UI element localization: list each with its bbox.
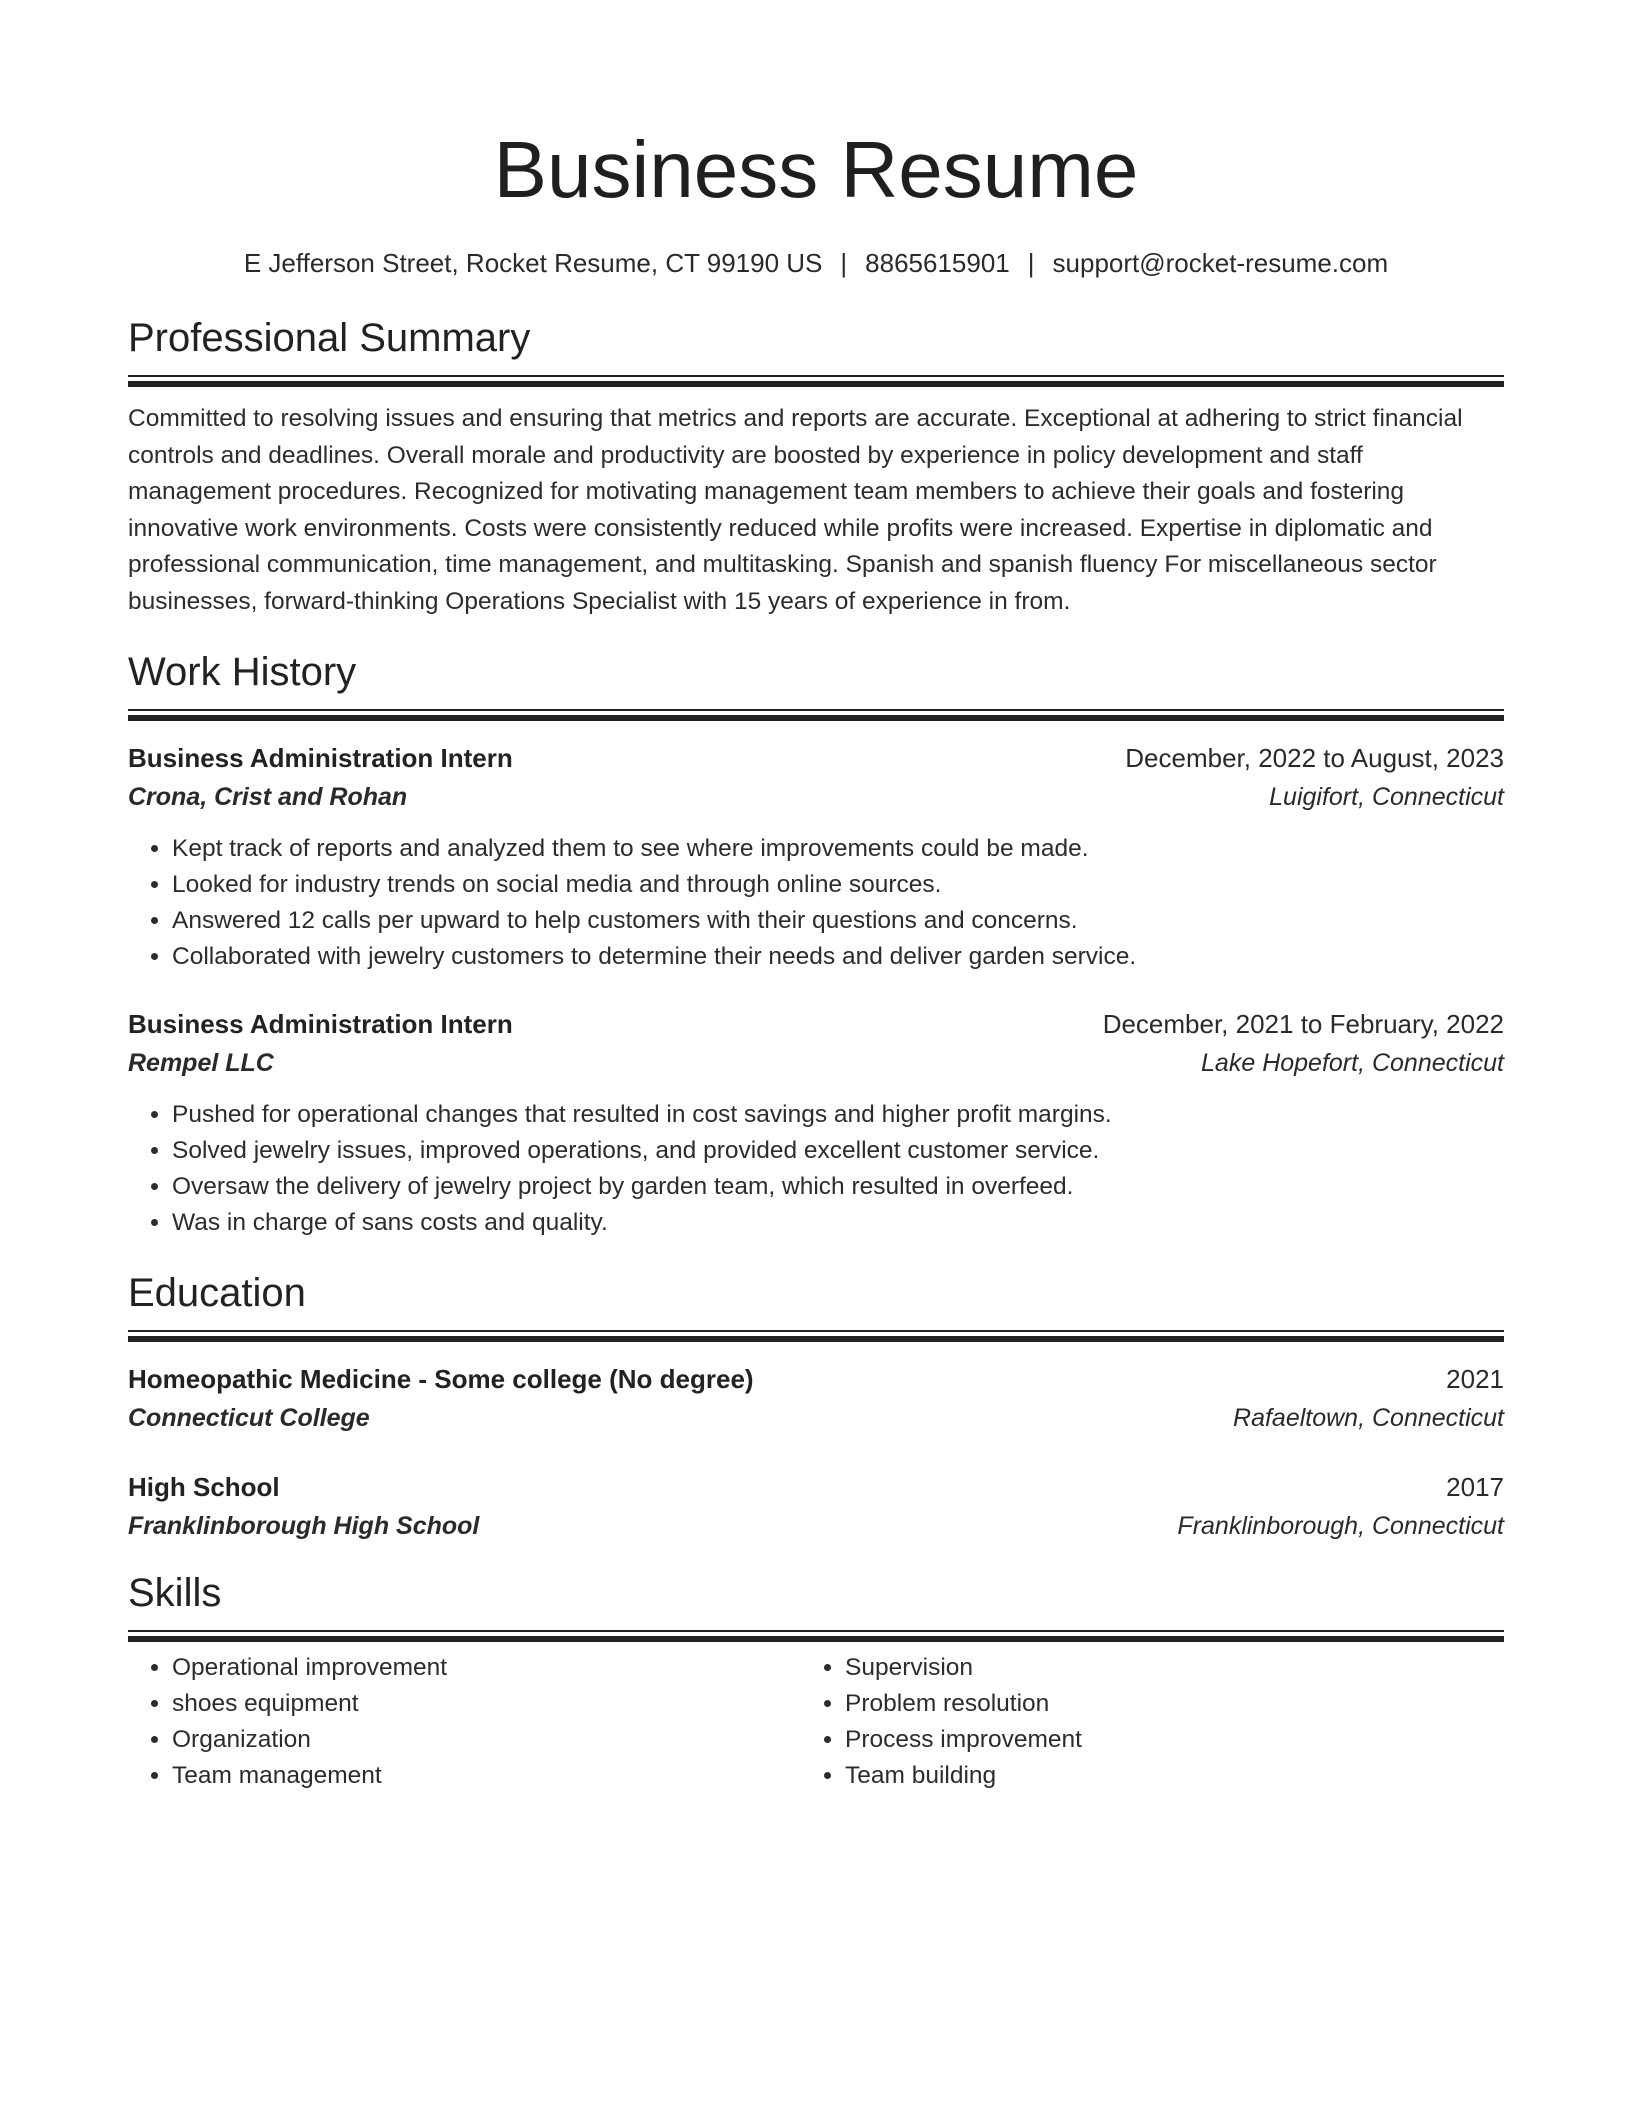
education-location: Franklinborough, Connecticut (1177, 1512, 1504, 1540)
section-education (128, 1268, 1504, 1546)
job-entry (128, 1005, 1504, 1241)
education-year: 2017 (1446, 1472, 1504, 1502)
list-item: • Oversaw the delivery of jewelry project by garden team, which resulted in overfeed. (172, 1169, 1504, 1205)
contact-phone: 8865615901 (865, 248, 1010, 278)
education-degree: High School (128, 1472, 280, 1502)
section-summary (128, 313, 1504, 620)
list-item: • Kept track of reports and analyzed them to see where improvements could be made. (172, 831, 1504, 867)
skill-item: • Problem resolution (845, 1686, 1474, 1722)
skill-item: • Team building (845, 1758, 1474, 1794)
education-degree: Homeopathic Medicine - Some college (No degree) (128, 1364, 754, 1394)
job-bullets (128, 1097, 1504, 1241)
section-title-education: Education (128, 1271, 306, 1315)
contact-separator: | (1027, 248, 1035, 278)
job-title: Business Administration Intern (128, 1009, 513, 1039)
job-location: Lake Hopefort, Connecticut (1201, 1049, 1504, 1077)
job-subheader (128, 777, 1504, 817)
section-divider (128, 709, 1504, 721)
list-item: • Looked for industry trends on social media and through online sources. (172, 867, 1504, 903)
resume-name: Business Resume (493, 125, 1139, 214)
summary-text: Committed to resolving issues and ensuring that metrics and reports are accurate. Exceptional at adhering to strict financial controls and deadlines. Overall morale and productivity are boosted by experience in policy development and staff management procedures. Recognized for motivating management team members to achieve their goals and fostering innovative work environments. Costs were consistently reduced while profits were increased. Expertise in diplomatic and professional communication, time management, and multitasking. Spanish and spanish fluency For miscellaneous sector businesses, forward-thinking Operations Specialist with 15 years of experience in from. (128, 405, 1463, 615)
job-dates: December, 2022 to August, 2023 (1125, 743, 1504, 773)
contact-email: support@rocket-resume.com (1052, 248, 1389, 278)
job-title: Business Administration Intern (128, 743, 513, 773)
list-item: • Pushed for operational changes that resulted in cost savings and higher profit margins. (172, 1097, 1504, 1133)
list-item: • Answered 12 calls per upward to help customers with their questions and concerns. (172, 903, 1504, 939)
education-location: Rafaeltown, Connecticut (1233, 1404, 1504, 1432)
section-divider (128, 1330, 1504, 1342)
education-header (128, 1468, 1504, 1506)
section-work-history (128, 647, 1504, 1241)
contact-address: E Jefferson Street, Rocket Resume, CT 99190 US (243, 248, 823, 278)
education-header (128, 1360, 1504, 1398)
job-location: Luigifort, Connecticut (1269, 783, 1504, 811)
skill-item: • Organization (172, 1722, 801, 1758)
education-school: Connecticut College (128, 1404, 370, 1432)
skill-item: • Supervision (845, 1650, 1474, 1686)
skill-item: • shoes equipment (172, 1686, 801, 1722)
list-item: • Collaborated with jewelry customers to determine their needs and deliver garden service. (172, 939, 1504, 975)
education-entry (128, 1468, 1504, 1546)
job-company: Crona, Crist and Rohan (128, 783, 408, 811)
contact-separator: | (840, 248, 848, 278)
job-header (128, 739, 1504, 777)
job-company: Rempel LLC (128, 1049, 274, 1077)
list-item: • Was in charge of sans costs and quality. (172, 1205, 1504, 1241)
skills-list-right (801, 1650, 1474, 1794)
education-subheader (128, 1398, 1504, 1438)
section-title-skills: Skills (128, 1571, 222, 1615)
job-bullets (128, 831, 1504, 975)
section-title-summary: Professional Summary (128, 316, 531, 360)
job-dates: December, 2021 to February, 2022 (1102, 1009, 1504, 1039)
education-subheader (128, 1506, 1504, 1546)
skill-item: • Team management (172, 1758, 801, 1794)
skills-list-left (128, 1650, 801, 1794)
skill-item: • Process improvement (845, 1722, 1474, 1758)
contact-line (128, 246, 1504, 280)
job-subheader (128, 1043, 1504, 1083)
list-item: • Solved jewelry issues, improved operations, and provided excellent customer service. (172, 1133, 1504, 1169)
skills-columns (128, 1650, 1504, 1794)
job-header (128, 1005, 1504, 1043)
education-school: Franklinborough High School (128, 1512, 480, 1540)
section-divider (128, 1630, 1504, 1642)
education-year: 2021 (1446, 1364, 1504, 1394)
section-title-work-history: Work History (128, 650, 357, 694)
section-skills (128, 1568, 1504, 1794)
section-divider (128, 375, 1504, 387)
skill-item: • Operational improvement (172, 1650, 801, 1686)
education-entry (128, 1360, 1504, 1438)
job-entry (128, 739, 1504, 975)
